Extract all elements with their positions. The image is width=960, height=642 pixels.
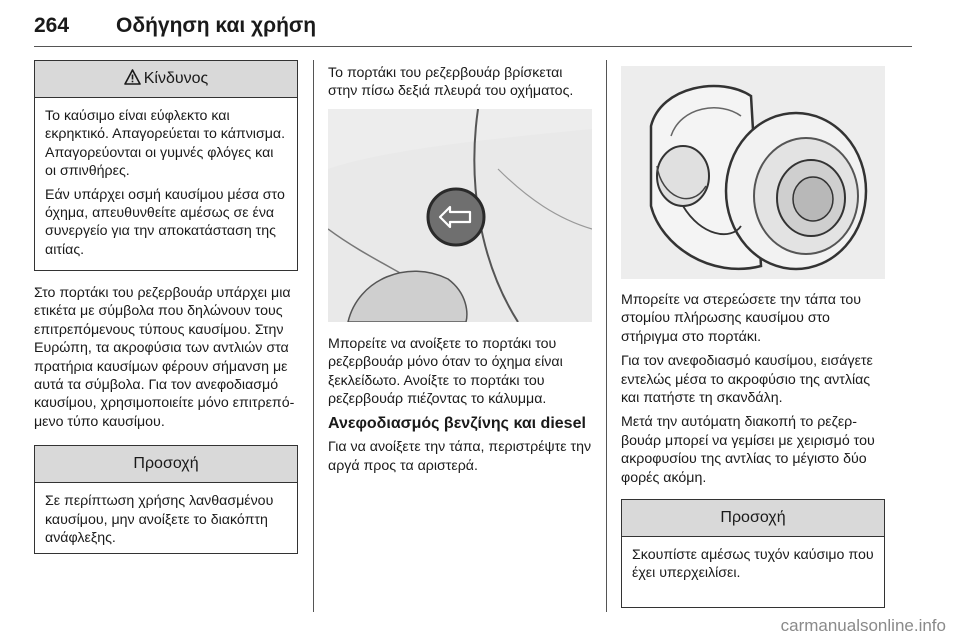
caution-box-2-body: [622, 537, 884, 592]
insert-nozzle-text: Για τον ανεφοδιασμό καυσίμου, εισάγετε εντελώς μέσα το ακροφύσιο της αντλίας και πατήστε τη σκανδάλη.: [621, 353, 873, 407]
danger-paragraph-2: Εάν υπάρχει οσμή καυσίμου μέσα στο όχημα, απευθυνθείτε αμέσως σε ένα συνεργείο για την αποκατάσταση της αιτίας.: [45, 186, 285, 258]
column-2: [328, 60, 592, 481]
danger-box-header: [35, 61, 297, 98]
open-cap-text: Για να ανοίξετε την τάπα, περιστρέψτε την αργά προς τα αριστερά.: [328, 439, 592, 474]
filler-door-location-text: Το πορτάκι του ρεζερβουάρ βρίσκεται στην πίσω δεξιά πλευρά του οχήματος.: [328, 65, 574, 100]
page-header: [34, 10, 912, 50]
watermark: carmanualsonline.info: [780, 616, 946, 635]
caution-box-1-text: Σε περίπτωση χρήσης λανθασμένου καυσίμου, μην ανοίξετε το διακόπτη ανάφλεξης.: [45, 493, 274, 547]
caution-box-2-header: Προσοχή: [622, 500, 884, 537]
column-divider-1: [313, 60, 314, 612]
cap-holder-text: Μπορείτε να στερεώσετε την τάπα του στομίου πλήρωσης καυσίμου στο στήριγμα στο πορτάκι.: [621, 292, 861, 345]
fuel-door-image: [328, 109, 592, 322]
caution-box-1-header: Προσοχή: [35, 446, 297, 483]
open-filler-door-text: Μπορείτε να ανοίξετε το πορτάκι του ρεζερβουάρ μόνο όταν το όχημα είναι ξεκλείδωτο. Ανοίξτε το πορτάκι του ρεζερβουάρ πιέζοντας το κάλυμμα.: [328, 335, 563, 408]
danger-paragraph-1: Το καύσιμο είναι εύφλεκτο και εκρηκτικό. Απαγορεύεται το κάπνισμα. Απαγορεύονται οι γυμνές φλόγες και οι σπινθήρες.: [45, 108, 286, 180]
refuelling-subheading: Ανεφοδιασμός βενζίνης και diesel: [328, 415, 586, 433]
fuel-door-illustration: [328, 109, 592, 322]
caution-box-2: [621, 499, 885, 608]
chapter-title: Οδήγηση και χρήση: [116, 14, 317, 37]
fuel-cap-image: [621, 66, 885, 279]
caution-box-1-body: [35, 483, 297, 556]
danger-box-body: [35, 98, 297, 268]
caution-box-2-text: Σκουπίστε αμέσως τυχόν καύσιμο που έχει υπερχειλίσει.: [632, 547, 874, 582]
warning-triangle-icon: [124, 63, 141, 99]
column-1: [34, 60, 298, 554]
danger-box: [34, 60, 298, 271]
caution-box-1: [34, 445, 298, 554]
column-3: [621, 60, 885, 608]
fuel-cap-illustration: [621, 66, 885, 279]
column-divider-2: [606, 60, 607, 612]
danger-box-title: Κίνδυνος: [143, 70, 209, 87]
page-number: 264: [34, 14, 70, 37]
auto-cutoff-text: Μετά την αυτόματη διακοπή το ρεζερβουάρ μπορεί να γεμίσει με χειρισμό του ακροφυσίου της αντλίας το μέγιστο δύο φορές ακόμη.: [621, 414, 875, 486]
fuel-label-text: Στο πορτάκι του ρεζερβουάρ υπάρχει μια ετικέτα με σύμβολα που δηλώνουν τους επιτρεπόμενους τύπους καυσίμου. Στην Ευρώπη, τα ακροφύσια των αντλιών στα πρατήρια καυσίμων φέρουν σήμανση με αυτά τα σύμβολα. Για τον ανεφοδιασμό καυσίμου, χρησιμοποιείτε μόνο επιτρεπόμενο τύπο καυσίμου.: [34, 285, 295, 430]
header-divider: [34, 46, 912, 47]
